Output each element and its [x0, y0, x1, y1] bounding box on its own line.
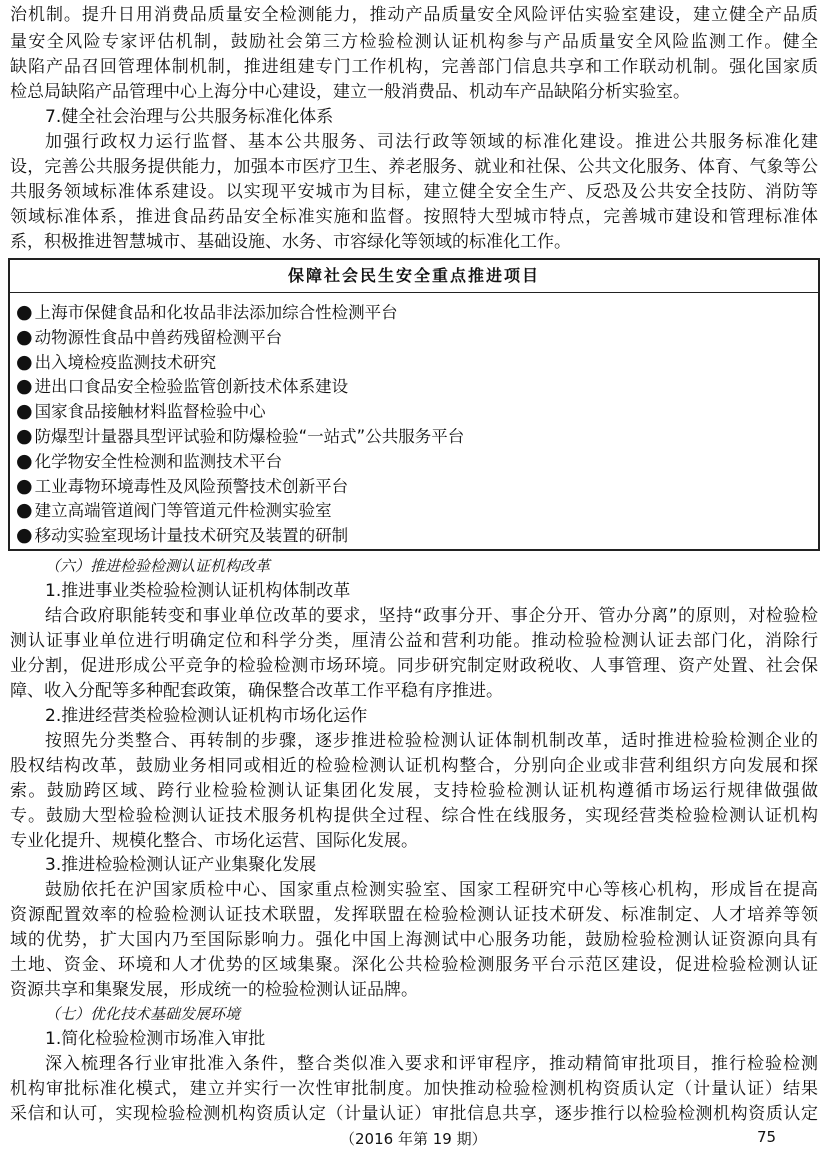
project-item-label: 国家食品接触材料监督检验中心: [34, 402, 266, 422]
bullet-icon: ●: [16, 449, 33, 472]
paragraph-line: 域的优势，扩大国内乃至国际影响力。强化中国上海测试中心服务功能，鼓励检验检测认证资源向具有: [10, 930, 818, 950]
project-item-label: 出入境检疫监测技术研究: [34, 352, 217, 372]
paragraph-line: 业分割，促进形成公平竞争的检验检测市场环境。同步研究制定财政税收、人事管理、资产处置、社会保: [10, 656, 818, 676]
paragraph-line: 深入梳理各行业审批准入条件，整合类似准入要求和评审程序，推动精简审批项目，推行检验检测: [45, 1054, 818, 1074]
paragraph-line: 土地、资金、环境和人才优势的区域集聚。深化公共检验检测服务平台示范区建设，促进检验检测认证: [10, 955, 818, 975]
bullet-icon: ●: [16, 474, 33, 497]
section-heading: （七）优化技术基础发展环境: [45, 1005, 241, 1023]
bullet-icon: ●: [16, 375, 33, 398]
paragraph-line: 机构审批标准化模式，建立并实行一次性审批制度。加快推动检验检测机构资质认定（计量认证）结果: [10, 1079, 818, 1099]
paragraph-line: 资源配置效率的检验检测认证技术联盟，发挥联盟在检验检测认证技术研发、标准制定、人才培养等领: [10, 905, 818, 925]
project-item: [16, 449, 282, 474]
project-item: [16, 399, 266, 424]
project-item-label: 防爆型计量器具型评试验和防爆检验“一站式”公共服务平台: [34, 427, 465, 446]
project-item-label: 上海市保健食品和化妆品非法添加综合性检测平台: [34, 303, 398, 322]
project-item: [16, 300, 398, 325]
project-item: [16, 325, 282, 350]
project-item: [16, 474, 348, 499]
paragraph-line: 治机制。提升日用消费品质量安全检测能力，推动产品质量安全风险评估实验室建设，建立健全产品质: [10, 5, 818, 25]
bullet-icon: ●: [16, 425, 33, 447]
bullet-icon: ●: [16, 325, 33, 348]
project-item-label: 化学物安全性检测和监测技术平台: [34, 451, 283, 471]
page-number: 75: [757, 1128, 777, 1146]
bullet-icon: ●: [16, 350, 33, 373]
project-item-label: 动物源性食品中兽药残留检测平台: [34, 327, 283, 347]
subheading: 7.健全社会治理与公共服务标准化体系: [45, 107, 334, 127]
paragraph-line: 采信和认可，实现检验检测机构资质认定（计量认证）审批信息共享，逐步推行以检验检测机构资质认定: [10, 1104, 818, 1124]
bullet-icon: ●: [16, 301, 33, 323]
subheading: 1.简化检验检测市场准入审批: [45, 1029, 266, 1049]
paragraph-line: 缺陷产品召回管理体制机制，推进组建专门工作机构，完善部门信息共享和工作联动机制。强化国家质: [10, 57, 818, 77]
paragraph-line: 专。鼓励大型检验检测认证技术服务机构提供全过程、综合性在线服务，实现经营类检验检测认证机构: [10, 806, 818, 826]
paragraph-line: 股权结构改革，鼓励业务相同或相近的检验检测认证机构整合，分别向企业或非营利组织方向发展和探: [10, 756, 818, 776]
key-projects-box: [8, 258, 820, 551]
subheading: 1.推进事业类检验检测认证机构体制改革: [45, 581, 351, 601]
paragraph-line: 测认证事业单位进行明确定位和科学分类，厘清公益和营利功能。推动检验检测认证去部门化，消除行: [10, 631, 818, 651]
project-item-label: 进出口食品安全检验监管创新技术体系建设: [34, 377, 349, 397]
paragraph-line: 共服务领域标准体系建设。以实现平安城市为目标，建立健全安全生产、反恐及公共安全技防、消防等: [10, 182, 818, 202]
issue-footer: （2016 年第 19 期）: [340, 1130, 487, 1148]
bullet-icon: ●: [16, 499, 33, 522]
paragraph-line: 加强行政权力运行监督、基本公共服务、司法行政等领域的标准化建设。推进公共服务标准化建: [45, 132, 818, 152]
bullet-icon: ●: [16, 400, 33, 423]
project-item: [16, 374, 348, 399]
subheading: 2.推进经营类检验检测认证机构市场化运作: [45, 706, 368, 726]
project-item-label: 工业毒物环境毒性及风险预警技术创新平台: [34, 476, 349, 496]
project-item: [16, 350, 216, 375]
paragraph-line: 障、收入分配等多种配套政策，确保整合改革工作平稳有序推进。: [10, 681, 503, 701]
subheading: 3.推进检验检测认证产业集聚化发展: [45, 855, 317, 875]
section-heading: （六）推进检验检测认证机构改革: [45, 557, 271, 575]
project-item-label: 移动实验室现场计量技术研究及装置的研制: [34, 526, 349, 546]
paragraph-line: 按照先分类整合、再转制的步骤，逐步推进检验检测认证体制机制改革，适时推进检验检测企业的: [45, 731, 818, 751]
paragraph-line: 领域标准体系，推进食品药品安全标准实施和监督。按照特大型城市特点，完善城市建设和管理标准体: [10, 207, 818, 227]
paragraph-line: 索。鼓励跨区域、跨行业检验检测认证集团化发展，支持检验检测认证机构遵循市场运行规律做强做: [10, 781, 818, 801]
box-title: 保障社会民生安全重点推进项目: [10, 260, 818, 293]
project-item: [16, 498, 332, 523]
paragraph-line: 资源共享和集聚发展，形成统一的检验检测认证品牌。: [10, 980, 418, 1000]
project-item: [16, 424, 464, 449]
paragraph-line: 鼓励依托在沪国家质检中心、国家重点检测实验室、国家工程研究中心等核心机构，形成旨在提高: [45, 880, 818, 900]
paragraph-line: 量安全风险专家评估机制，鼓励社会第三方检验检测认证机构参与产品质量安全风险监测工作。健全: [10, 32, 818, 52]
bullet-icon: ●: [16, 524, 33, 547]
paragraph-line: 检总局缺陷产品管理中心上海分中心建设，建立一般消费品、机动车产品缺陷分析实验室。: [10, 82, 690, 102]
paragraph-line: 系，积极推进智慧城市、基础设施、水务、市容绿化等领域的标准化工作。: [10, 232, 571, 252]
project-item: [16, 523, 348, 548]
paragraph-line: 设，完善公共服务提供能力，加强本市医疗卫生、养老服务、就业和社保、公共文化服务、体育、气象等公: [10, 157, 818, 177]
paragraph-line: 结合政府职能转变和事业单位改革的要求，坚持“政事分开、事企分开、管办分离”的原则，对检验检: [45, 606, 818, 626]
project-item-label: 建立高端管道阀门等管道元件检测实验室: [34, 501, 332, 521]
paragraph-line: 专业化提升、规模化整合、市场化运营、国际化发展。: [10, 831, 418, 851]
